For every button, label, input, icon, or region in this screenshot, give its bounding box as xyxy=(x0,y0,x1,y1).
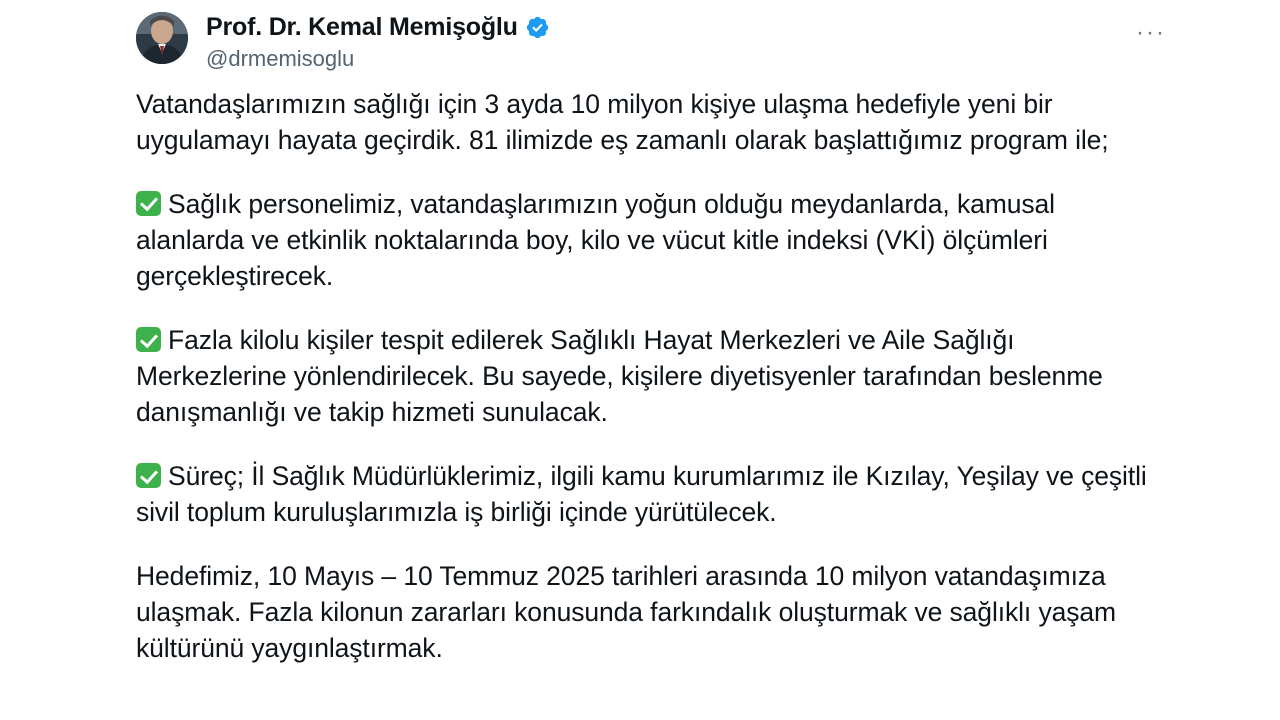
paragraph-text: Süreç; İl Sağlık Müdürlüklerimiz, ilgili kamu kurumlarımız ile Kızılay, Yeşilay ve çeşitli sivil toplum kuruluşlarımızla iş birliği içinde yürütülecek. xyxy=(136,461,1147,528)
check-mark-icon xyxy=(136,327,161,352)
more-options-button[interactable]: ··· xyxy=(1136,19,1166,46)
tweet-paragraph xyxy=(136,322,1170,430)
paragraph-text: Hedefimiz, 10 Mayıs – 10 Temmuz 2025 tarihleri arasında 10 milyon vatandaşımıza ulaşmak. Fazla kilonun zararları konusunda farkındalık oluşturmak ve sağlıklı yaşam kültürünü yaygınlaştırmak. xyxy=(136,561,1117,664)
avatar[interactable] xyxy=(136,12,188,64)
check-mark-icon xyxy=(136,191,161,216)
author-handle[interactable]: @drmemisoglu xyxy=(206,45,355,71)
verified-badge-icon xyxy=(525,15,550,40)
paragraph-text: Sağlık personelimiz, vatandaşlarımızın yoğun olduğu meydanlarda, kamusal alanlarda ve etkinlik noktalarında boy, kilo ve vücut kitle indeksi (VKİ) ölçümleri gerçekleştirecek. xyxy=(136,188,1055,292)
paragraph-text: Vatandaşlarımızın sağlığı için 3 ayda 10 milyon kişiye ulaşma hedefiyle yeni bir uygulamayı hayata geçirdik. 81 ilimizde eş zamanlı olarak başlattığımız program ile; xyxy=(136,88,1109,155)
tweet-text xyxy=(0,72,1280,666)
author-name-line xyxy=(206,14,550,42)
check-mark-icon xyxy=(136,463,161,488)
profile-photo-icon xyxy=(136,12,188,64)
author-name-block xyxy=(206,12,550,72)
tweet-paragraph xyxy=(136,86,1170,158)
tweet-paragraph xyxy=(136,458,1170,530)
paragraph-text: Fazla kilolu kişiler tespit edilerek Sağlıklı Hayat Merkezleri ve Aile Sağlığı Merkezlerine yönlendirilecek. Bu sayede, kişilere diyetisyenler tarafından beslenme danışmanlığı ve takip hizmeti sunulacak. xyxy=(136,325,1103,428)
tweet-paragraph xyxy=(136,558,1170,666)
tweet-paragraph xyxy=(136,186,1170,294)
tweet-header xyxy=(0,8,1280,72)
author-display-name[interactable]: Prof. Dr. Kemal Memişoğlu xyxy=(206,13,518,41)
